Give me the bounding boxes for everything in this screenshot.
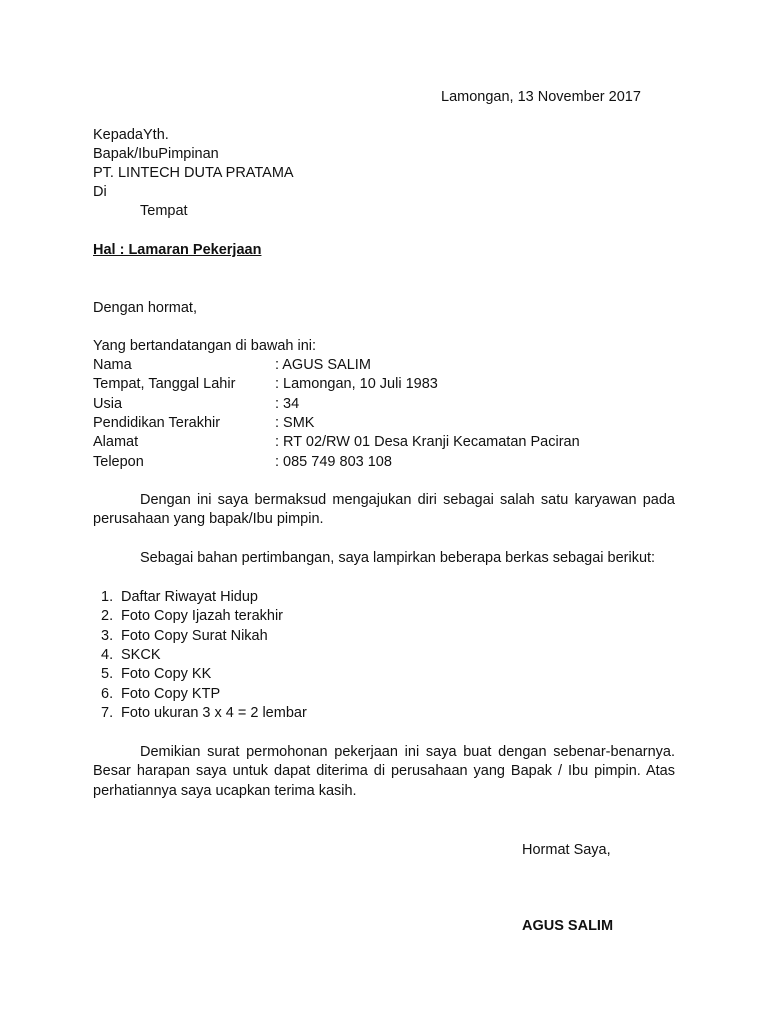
list-item <box>101 627 268 646</box>
list-text: Foto Copy KK <box>121 666 212 682</box>
list-item <box>101 646 161 665</box>
list-number: 6. <box>101 686 114 702</box>
list-text: Foto Copy Surat Nikah <box>121 628 268 644</box>
intro-line: Yang bertandatangan di bawah ini: <box>93 338 317 354</box>
list-item <box>101 607 283 626</box>
detail-row <box>93 356 371 375</box>
list-number: 2. <box>101 608 114 624</box>
list-text: SKCK <box>121 647 161 663</box>
detail-value: : 34 <box>275 396 300 412</box>
list-text: Foto Copy Ijazah terakhir <box>121 608 283 624</box>
list-number: 1. <box>101 589 114 605</box>
recipient-line-2: Bapak/IbuPimpinan <box>93 146 219 162</box>
closing-salutation: Hormat Saya, <box>522 842 611 858</box>
paragraph-intent: Dengan ini saya bermaksud mengajukan diri sebagai salah satu karyawan pada perusahaan yang bapak/Ibu pimpin. <box>93 492 675 528</box>
detail-row <box>93 433 580 452</box>
signature-name: AGUS SALIM <box>522 918 614 934</box>
list-item <box>101 685 220 704</box>
detail-label: Nama <box>93 357 132 373</box>
detail-row <box>93 453 392 472</box>
detail-label: Pendidikan Terakhir <box>93 415 221 431</box>
greeting: Dengan hormat, <box>93 300 197 316</box>
detail-row <box>93 414 314 433</box>
detail-row <box>93 395 299 414</box>
list-item <box>101 588 258 607</box>
paragraph-closing: Demikian surat permohonan pekerjaan ini saya buat dengan sebenar-benarnya. Besar harapan saya untuk dapat diterima di perusahaan yang Bapak / Ibu pimpin. Atas perhatiannya saya ucapkan terima kasih. <box>93 744 675 799</box>
subject-line: Hal : Lamaran Pekerjaan <box>93 242 262 258</box>
list-number: 3. <box>101 628 114 644</box>
recipient-line-1: KepadaYth. <box>93 127 169 143</box>
detail-value: : 085 749 803 108 <box>275 454 392 470</box>
list-text: Foto ukuran 3 x 4 = 2 lembar <box>121 705 307 721</box>
list-item <box>101 704 307 723</box>
detail-value: : RT 02/RW 01 Desa Kranji Kecamatan Paciran <box>275 434 580 450</box>
detail-label: Telepon <box>93 454 144 470</box>
detail-row <box>93 375 438 394</box>
recipient-line-3: PT. LINTECH DUTA PRATAMA <box>93 165 294 181</box>
list-text: Foto Copy KTP <box>121 686 221 702</box>
detail-label: Alamat <box>93 434 139 450</box>
detail-value: : SMK <box>275 415 315 431</box>
detail-label: Usia <box>93 396 123 412</box>
list-item <box>101 665 211 684</box>
detail-value: : Lamongan, 10 Juli 1983 <box>275 376 438 392</box>
paragraph-attachments-intro: Sebagai bahan pertimbangan, saya lampirkan beberapa berkas sebagai berikut: <box>140 550 656 566</box>
detail-value: : AGUS SALIM <box>275 357 371 373</box>
recipient-line-4: Di <box>93 184 107 200</box>
list-number: 7. <box>101 705 114 721</box>
list-text: Daftar Riwayat Hidup <box>121 589 258 605</box>
list-number: 5. <box>101 666 114 682</box>
detail-label: Tempat, Tanggal Lahir <box>93 376 236 392</box>
place-date: Lamongan, 13 November 2017 <box>441 89 641 105</box>
recipient-line-5: Tempat <box>140 203 188 219</box>
list-number: 4. <box>101 647 114 663</box>
